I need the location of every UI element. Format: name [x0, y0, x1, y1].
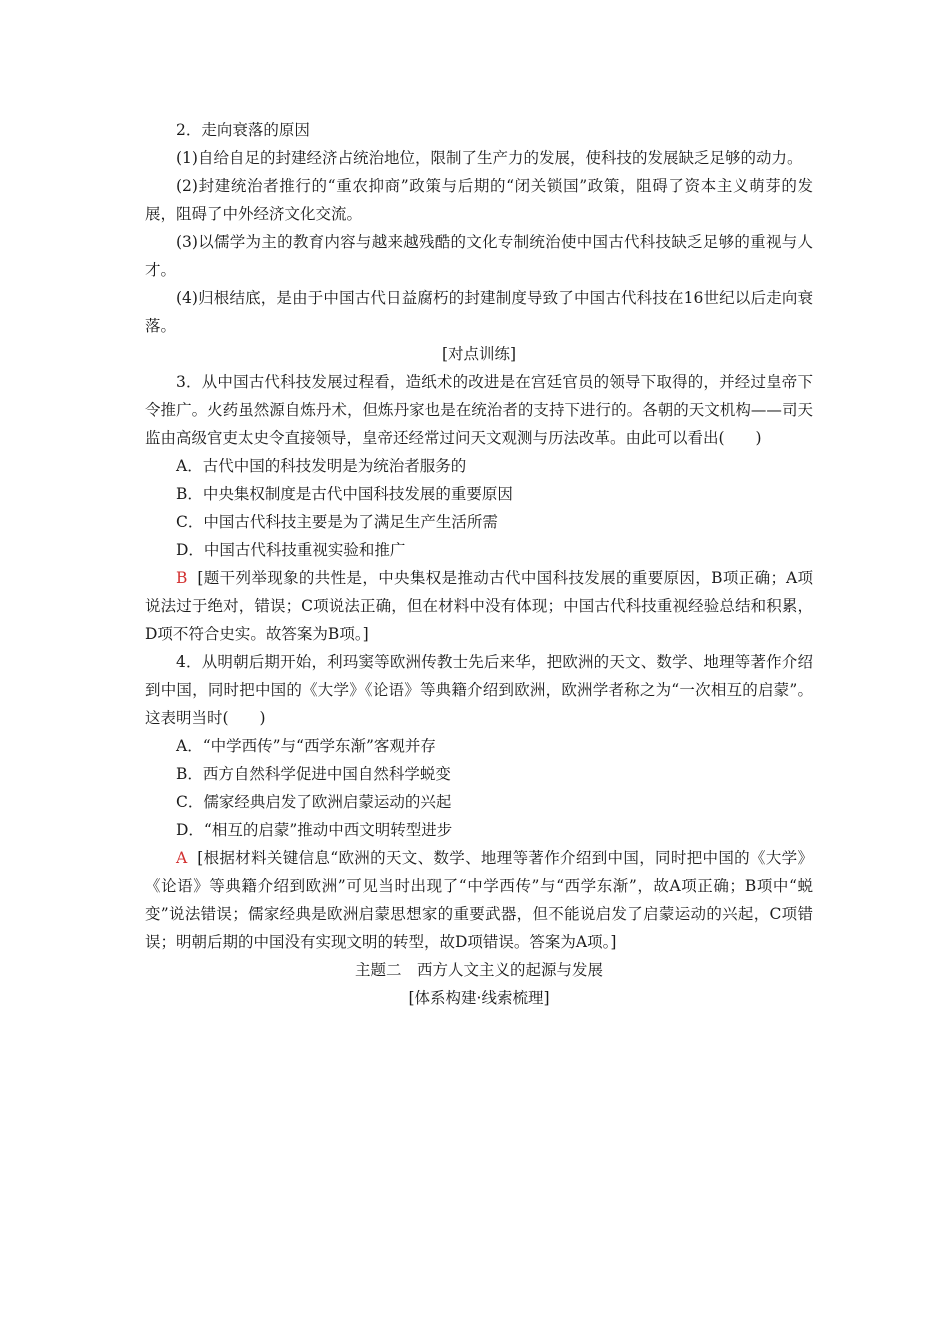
question-3-option-a: A．古代中国的科技发明是为统治者服务的	[176, 457, 467, 475]
question-4-option-a: A．“中学西传”与“西学东渐”客观并存	[176, 737, 436, 755]
theme-2-title: 主题二 西方人文主义的起源与发展	[354, 961, 603, 979]
document-page	[145, 116, 813, 1012]
reason-item-4: (4)归根结底，是由于中国古代日益腐朽的封建制度导致了中国古代科技在16世纪以后走向衰落。	[145, 289, 813, 335]
answer-letter: B	[176, 569, 188, 587]
question-4-option-b: B．西方自然科学促进中国自然科学蜕变	[176, 765, 451, 783]
question-3-option-b: B．中央集权制度是古代中国科技发展的重要原因	[176, 485, 513, 503]
training-title: [对点训练]	[441, 345, 517, 363]
section-heading: 2．走向衰落的原因	[176, 121, 310, 139]
question-3-option-c: C．中国古代科技主要是为了满足生产生活所需	[176, 513, 498, 531]
answer-explanation: [题干列举现象的共性是，中央集权是推动古代中国科技发展的重要原因，B项正确；A项说法过于绝对，错误；C项说法正确，但在材料中没有体现；中国古代科技重视经验总结和积累，D项不符合史实。故答案为B项。]	[145, 569, 813, 643]
reason-item-3: (3)以儒学为主的教育内容与越来越残酷的文化专制统治使中国古代科技缺乏足够的重视与人才。	[145, 233, 813, 279]
system-structure-title: [体系构建·线索梳理]	[408, 989, 550, 1007]
answer-explanation: [根据材料关键信息“欧洲的天文、数学、地理等著作介绍到中国，同时把中国的《大学》《论语》等典籍介绍到欧洲”可见当时出现了“中学西传”与“西学东渐”，故A项正确；B项中“蜕变”说法错误；儒家经典是欧洲启蒙思想家的重要武器，但不能说启发了启蒙运动的兴起，C项错误；明朝后期的中国没有实现文明的转型，故D项错误。答案为A项。]	[145, 849, 813, 951]
reason-item-2: (2)封建统治者推行的“重农抑商”政策与后期的“闭关锁国”政策，阻碍了资本主义萌芽的发展，阻碍了中外经济文化交流。	[145, 177, 813, 223]
question-3-answer	[145, 564, 813, 648]
question-3-option-d: D．中国古代科技重视实验和推广	[176, 541, 406, 559]
question-4-stem: 4．从明朝后期开始，利玛窦等欧洲传教士先后来华，把欧洲的天文、数学、地理等著作介绍到中国，同时把中国的《大学》《论语》等典籍介绍到欧洲，欧洲学者称之为“一次相互的启蒙”。这表明当时( )	[145, 653, 813, 727]
question-3-stem: 3．从中国古代科技发展过程看，造纸术的改进是在宫廷官员的领导下取得的，并经过皇帝下令推广。火药虽然源自炼丹术，但炼丹家也是在统治者的支持下进行的。各朝的天文机构——司天监由高级官吏太史令直接领导，皇帝还经常过问天文观测与历法改革。由此可以看出( )	[145, 373, 813, 447]
question-4-option-d: D．“相互的启蒙”推动中西文明转型进步	[176, 821, 453, 839]
question-4-answer	[145, 844, 813, 956]
answer-letter: A	[176, 849, 188, 867]
question-4-option-c: C．儒家经典启发了欧洲启蒙运动的兴起	[176, 793, 452, 811]
reason-item-1: (1)自给自足的封建经济占统治地位，限制了生产力的发展，使科技的发展缺乏足够的动力。	[176, 149, 803, 167]
